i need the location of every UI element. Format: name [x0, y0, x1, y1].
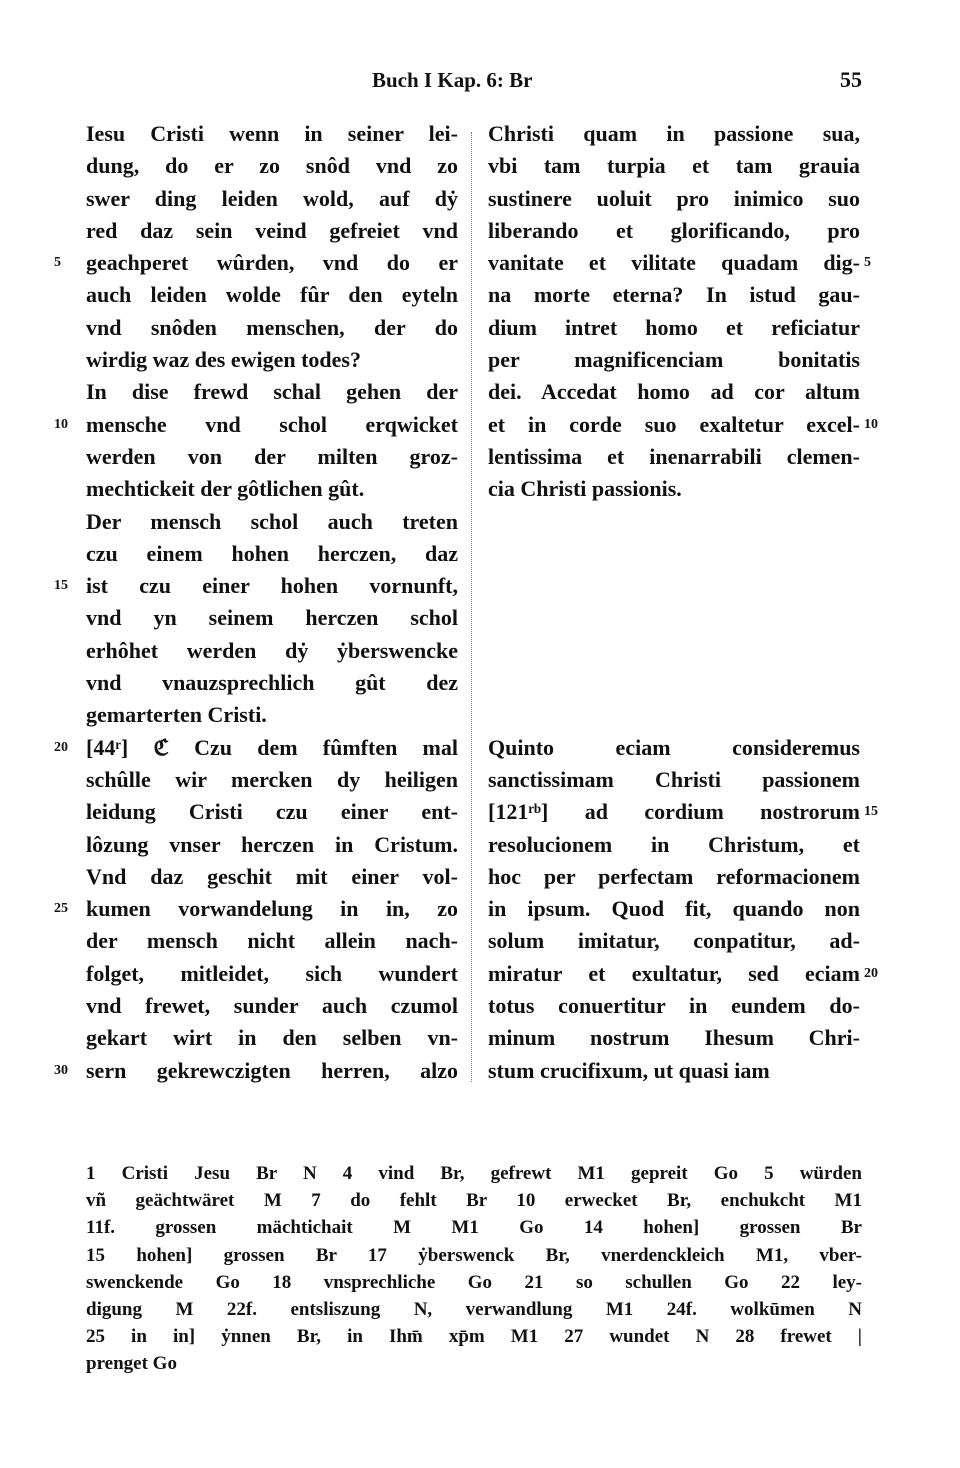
line-text: auch leiden wolde fûr den eyteln — [86, 282, 458, 308]
line-number: 30 — [54, 1062, 68, 1078]
german-line — [86, 312, 458, 344]
line-text: [121ʳᵇ] ad cordium nostrorum — [488, 799, 860, 825]
latin-line — [488, 409, 878, 441]
german-line — [86, 538, 458, 570]
german-line — [86, 958, 458, 990]
line-text: Der mensch schol auch treten — [86, 508, 458, 534]
column-divider — [471, 132, 472, 1082]
german-line — [86, 1022, 458, 1054]
line-text: kumen vorwandelung in in, zo — [86, 896, 458, 922]
line-number: 15 — [864, 804, 878, 820]
german-line — [86, 796, 458, 828]
critical-apparatus — [86, 1160, 862, 1378]
line-text: dium intret homo et reficiatur — [488, 314, 860, 340]
german-line — [54, 893, 458, 925]
line-text: in ipsum. Quod fit, quando non — [488, 896, 860, 922]
latin-line — [488, 376, 860, 408]
latin-line — [488, 764, 860, 796]
line-text: sustinere uoluit pro inimico suo — [488, 185, 860, 211]
line-text: dei. Accedat homo ad cor altum — [488, 379, 860, 405]
german-line — [86, 473, 458, 505]
line-text: vnd frewet, sunder auch czumol — [86, 993, 458, 1019]
apparatus-line: swenckende Go 18 vnsprechliche Go 21 so schullen Go 22 ley- — [86, 1271, 862, 1293]
german-line — [86, 990, 458, 1022]
line-number: 20 — [864, 965, 878, 981]
german-line — [86, 764, 458, 796]
line-text: Iesu Cristi wenn in seiner lei- — [86, 121, 458, 146]
blank-line — [488, 699, 860, 731]
line-text: red daz sein veind gefreiet vnd — [86, 217, 458, 243]
latin-line — [488, 958, 878, 990]
latin-text-column — [488, 118, 878, 1087]
german-line — [86, 376, 458, 408]
page-number: 55 — [840, 67, 862, 92]
line-text: czu einem hohen herczen, daz — [86, 540, 458, 566]
line-text: mensche vnd schol erqwicket — [86, 411, 458, 437]
german-line — [86, 506, 458, 538]
line-text: vanitate et vilitate quadam dig- — [488, 250, 860, 276]
german-line — [86, 667, 458, 699]
latin-line — [488, 1022, 860, 1054]
line-text: sanctissimam Christi passionem — [488, 766, 860, 792]
latin-line — [488, 183, 860, 215]
blank-line — [488, 667, 860, 699]
latin-line — [488, 861, 860, 893]
line-text: liberando et glorificando, pro — [488, 217, 860, 243]
line-text: [44ʳ] ℭ Czu dem fûmften mal — [86, 734, 458, 760]
line-text: vnd yn seinem herczen schol — [86, 605, 458, 631]
line-text: totus conuertitur in eundem do- — [488, 993, 860, 1019]
latin-line — [488, 732, 860, 764]
line-text: stum crucifixum, ut quasi iam — [488, 1057, 770, 1083]
line-text: schûlle wir mercken dy heiligen — [86, 766, 458, 792]
apparatus-line: 1 Cristi Jesu Br N 4 vind Br, gefrewt M1 gepreit Go 5 würden — [86, 1163, 862, 1184]
latin-line — [488, 441, 860, 473]
latin-line — [488, 312, 860, 344]
line-number: 5 — [54, 255, 61, 271]
page-header — [0, 62, 960, 98]
apparatus-line: vñ geächtwäret M 7 do fehlt Br 10 erwecket Br, enchukcht M1 — [86, 1190, 862, 1212]
blank-line — [488, 506, 860, 538]
latin-line — [488, 344, 860, 376]
blank-line — [488, 602, 860, 634]
line-text: vnd snôden menschen, der do — [86, 314, 458, 340]
german-line — [86, 183, 458, 215]
german-line — [86, 150, 458, 182]
line-text: werden von der milten groz- — [86, 443, 458, 469]
line-text: Vnd daz geschit mit einer vol- — [86, 863, 458, 889]
german-line — [86, 279, 458, 311]
line-number: 20 — [54, 739, 68, 755]
line-text: lôzung vnser herczen in Cristum. — [86, 831, 458, 857]
german-line — [86, 602, 458, 634]
line-text: wirdig waz des ewigen todes? — [86, 347, 361, 373]
latin-line — [488, 925, 860, 957]
german-line — [54, 247, 458, 279]
running-head: Buch I Kap. 6: Br — [372, 68, 533, 92]
latin-line — [488, 990, 860, 1022]
line-text: miratur et exultatur, sed eciam — [488, 960, 860, 986]
line-number: 15 — [54, 578, 68, 594]
line-text: et in corde suo exaltetur excel- — [488, 411, 860, 437]
blank-line — [488, 538, 860, 570]
latin-line — [488, 893, 860, 925]
blank-line — [488, 570, 860, 602]
line-text: leidung Cristi czu einer ent- — [86, 799, 458, 825]
latin-line — [488, 829, 860, 861]
latin-line — [488, 279, 860, 311]
latin-line — [488, 118, 860, 150]
line-text: In dise frewd schal gehen der — [86, 379, 458, 405]
german-line — [86, 118, 458, 150]
line-text: lentissima et inenarrabili clemen- — [488, 443, 860, 469]
german-line — [54, 732, 458, 764]
line-text: der mensch nicht allein nach- — [86, 928, 458, 954]
line-text: gekart wirt in den selben vn- — [86, 1025, 458, 1051]
line-text: cia Christi passionis. — [488, 476, 682, 502]
german-line — [86, 344, 458, 376]
line-number: 10 — [864, 416, 878, 432]
german-line — [54, 570, 458, 602]
blank-line — [488, 635, 860, 667]
line-text: hoc per perfectam reformacionem — [488, 863, 860, 889]
latin-line — [488, 796, 878, 828]
line-number: 5 — [864, 255, 871, 271]
latin-line — [488, 473, 860, 505]
apparatus-line: 25 in in] ẏnnen Br, in Ihm̄ xp̄m M1 27 wundet N 28 frewet | — [86, 1326, 862, 1348]
line-text: folget, mitleidet, sich wundert — [86, 960, 458, 986]
line-text: na morte eterna? In istud gau- — [488, 282, 860, 308]
german-line — [54, 1055, 458, 1087]
line-text: swer ding leiden wold, auf dẏ — [86, 185, 458, 211]
german-line — [86, 441, 458, 473]
german-line — [86, 699, 458, 731]
line-text: resolucionem in Christum, et — [488, 831, 860, 857]
latin-line — [488, 1055, 860, 1087]
line-number: 10 — [54, 416, 68, 432]
latin-line — [488, 247, 871, 279]
apparatus-line: prenget Go — [86, 1353, 177, 1375]
line-text: vbi tam turpia et tam grauia — [488, 153, 860, 179]
german-line — [86, 861, 458, 893]
line-text: Quinto eciam consideremus — [488, 734, 860, 760]
line-number: 25 — [54, 901, 68, 917]
apparatus-line: digung M 22f. entsliszung N, verwandlung M1 24f. wolkūmen N — [86, 1298, 862, 1320]
line-text: minum nostrum Ihesum Chri- — [488, 1025, 860, 1051]
apparatus-line: 11f. grossen mächtichait M M1 Go 14 hohen] grossen Br — [86, 1217, 862, 1239]
german-line — [86, 925, 458, 957]
line-text: geachperet wûrden, vnd do er — [86, 250, 458, 276]
line-text: mechtickeit der gôtlichen gût. — [86, 476, 365, 502]
latin-line — [488, 150, 860, 182]
line-text: vnd vnauzsprechlich gût dez — [86, 670, 458, 696]
line-text: per magnificenciam bonitatis — [488, 347, 860, 373]
german-text-column — [54, 118, 458, 1087]
line-text: gemarterten Cristi. — [86, 702, 267, 728]
german-line — [86, 215, 458, 247]
line-text: solum imitatur, conpatitur, ad- — [488, 928, 860, 954]
line-text: ist czu einer hohen vornunft, — [86, 573, 458, 599]
apparatus-line: 15 hohen] grossen Br 17 ẏberswenck Br, vnerdenckleich M1, vber- — [86, 1244, 862, 1266]
german-line — [54, 409, 458, 441]
latin-line — [488, 215, 860, 247]
line-text: sern gekrewczigten herren, alzo — [86, 1057, 458, 1083]
german-line — [86, 635, 458, 667]
line-text: Christi quam in passione sua, — [488, 121, 860, 146]
german-line — [86, 829, 458, 861]
line-text: erhôhet werden dẏ ẏberswencke — [86, 637, 458, 663]
line-text: dung, do er zo snôd vnd zo — [86, 153, 458, 179]
